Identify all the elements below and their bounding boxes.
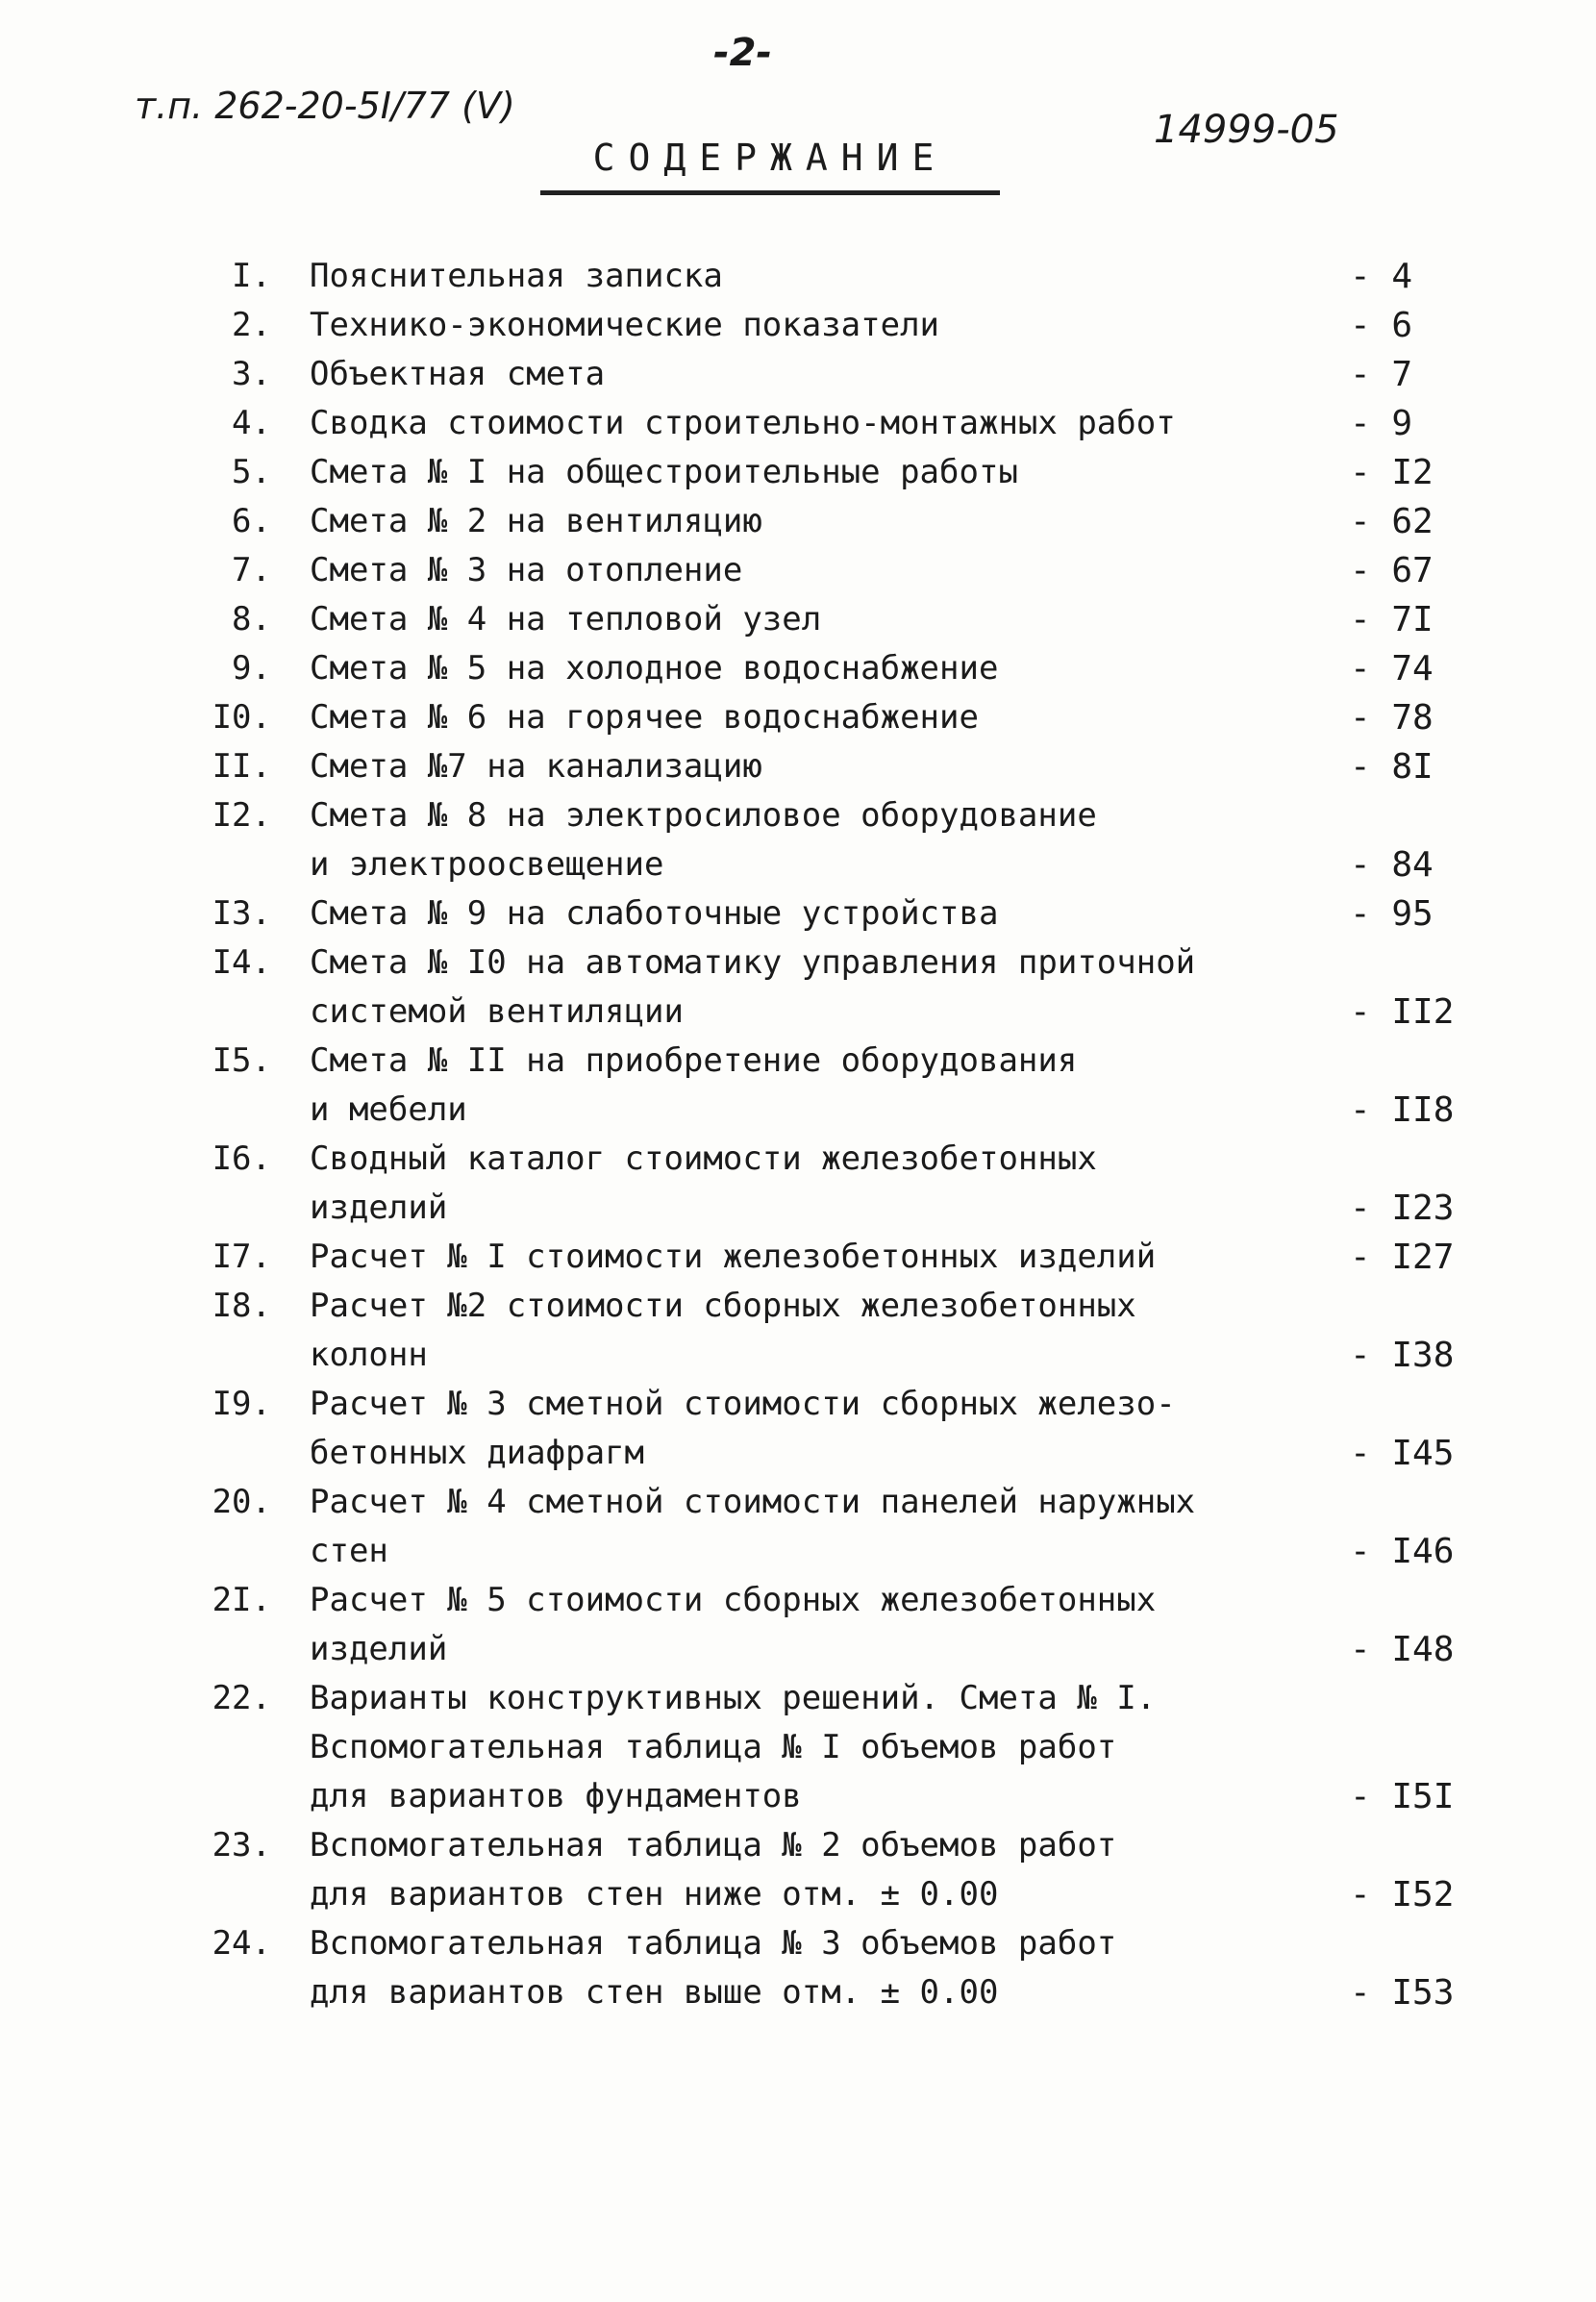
toc-entry-title [310,1919,1223,2017]
contents-heading: СОДЕРЖАНИЕ [540,137,1000,195]
toc-entry-page: - 9 [1350,404,1413,443]
toc-entry-number: 9. [232,649,271,688]
toc-entry-title-line: Смета № 6 на горячее водоснабжение [310,698,979,737]
toc-entry-title [310,350,1223,399]
toc-entry-number: I5. [212,1041,271,1080]
toc-entry-number: I8. [212,1287,271,1325]
toc-entry-title-line: системой вентиляции [310,992,684,1031]
toc-entry-title-line: Расчет № I стоимости железобетонных изделий [310,1238,1157,1276]
toc-entry-page: - I45 [1350,1434,1455,1473]
toc-entry-title [310,1576,1223,1674]
toc-entry-number: 7. [232,551,271,589]
toc-entry-title-line: Варианты конструктивных решений. Смета № I. [310,1679,1157,1717]
toc-entry-title-line: Расчет № 3 сметной стоимости сборных железо- [310,1385,1176,1423]
toc-entry-page: - 67 [1350,551,1434,590]
toc-entry-title [310,889,1223,938]
toc-entry-page: - I23 [1350,1189,1455,1228]
toc-entry-number: I2. [212,796,271,835]
toc-entry-number: 22. [212,1679,271,1717]
toc-entry-title [310,301,1223,350]
toc-entry-page: - 7I [1350,600,1434,639]
toc-entry-number: 5. [232,453,271,491]
toc-entry-title [310,791,1223,889]
toc-entry-number: 6. [232,502,271,540]
toc-entry-title [310,1037,1223,1135]
toc-entry-title [310,546,1223,595]
toc-entry-page: - I48 [1350,1630,1455,1669]
toc-entry-title-line: для вариантов стен ниже отм. ± 0.00 [310,1875,999,1914]
toc-entry-page: - 95 [1350,894,1434,934]
toc-entry-title-line: Смета № 5 на холодное водоснабжение [310,649,999,688]
toc-entry-page: - II2 [1350,992,1455,1032]
toc-entry-title-line: колонн [310,1336,428,1374]
toc-entry-title [310,1821,1223,1919]
toc-entry-page: - 4 [1350,257,1413,296]
toc-entry-title-line: Пояснительная записка [310,257,723,295]
toc-entry-title-line: Объектная смета [310,355,606,393]
toc-entry-number: 8. [232,600,271,638]
toc-entry-title-line: Смета № 4 на тепловой узел [310,600,822,638]
toc-entry-page: - I5I [1350,1777,1455,1816]
toc-entry-title [310,1478,1223,1576]
toc-entry-title-line: Вспомогательная таблица № 3 объемов работ [310,1924,1117,1963]
toc-entry-title-line: Сводный каталог стоимости железобетонных [310,1139,1097,1178]
toc-entry-page: - I53 [1350,1973,1455,2013]
document-code: т.п. 262-20-5I/77 (V) [135,85,515,127]
toc-entry-title [310,644,1223,693]
toc-entry-number: II. [212,747,271,786]
toc-entry-number: I4. [212,943,271,982]
toc-entry-title-line: Смета №7 на канализацию [310,747,762,786]
toc-entry-page: - 78 [1350,698,1434,738]
toc-entry-number: I7. [212,1238,271,1276]
toc-entry-number: 20. [212,1483,271,1521]
toc-entry-title [310,1380,1223,1478]
toc-entry-number: I6. [212,1139,271,1178]
toc-entry-title [310,1135,1223,1233]
toc-entry-title [310,938,1223,1037]
toc-entry-title-line: для вариантов стен выше отм. ± 0.00 [310,1973,999,2012]
toc-entry-title [310,1674,1223,1821]
archive-number: 14999-05 [1154,108,1339,152]
toc-entry-title-line: Смета № I на общестроительные работы [310,453,1018,491]
toc-entry-number: I9. [212,1385,271,1423]
toc-entry-number: 2. [232,306,271,344]
toc-entry-page: - 74 [1350,649,1434,688]
toc-entry-title-line: Смета № 8 на электросиловое оборудование [310,796,1097,835]
toc-entry-title-line: изделий [310,1630,448,1668]
toc-entry-page: - 7 [1350,355,1413,394]
toc-entry-title-line: Вспомогательная таблица № 2 объемов работ [310,1826,1117,1864]
toc-entry-title-line: Смета № I0 на автоматику управления приточной [310,943,1196,982]
toc-entry-number: I. [232,257,271,295]
toc-entry-number: I3. [212,894,271,933]
toc-entry-title-line: стен [310,1532,388,1570]
toc-entry-title [310,497,1223,546]
toc-entry-title-line: для вариантов фундаментов [310,1777,802,1815]
toc-entry-title-line: бетонных диафрагм [310,1434,644,1472]
toc-entry-title-line: Технико-экономические показатели [310,306,940,344]
toc-entry-page: - 62 [1350,502,1434,541]
toc-entry-page: - I2 [1350,453,1434,492]
toc-entry-title-line: и мебели [310,1090,467,1129]
toc-entry-page: - 84 [1350,845,1434,885]
toc-entry-title-line: Смета № 9 на слаботочные устройства [310,894,999,933]
toc-entry-title-line: Расчет №2 стоимости сборных железобетонных [310,1287,1136,1325]
toc-entry-title-line: Сводка стоимости строительно-монтажных работ [310,404,1176,442]
toc-entry-page: - I38 [1350,1336,1455,1375]
toc-entry-title-line: Смета № 3 на отопление [310,551,743,589]
toc-entry-title-line: Смета № 2 на вентиляцию [310,502,762,540]
toc-entry-number: 23. [212,1826,271,1864]
toc-entry-title-line: и электроосвещение [310,845,664,884]
toc-entry-page: - 6 [1350,306,1413,345]
toc-entry-number: 2I. [212,1581,271,1619]
toc-entry-title [310,1233,1223,1282]
toc-entry-number: 24. [212,1924,271,1963]
toc-entry-title [310,693,1223,742]
toc-entry-number: 4. [232,404,271,442]
toc-entry-page: - 8I [1350,747,1434,787]
toc-entry-title-line: изделий [310,1189,448,1227]
toc-entry-title [310,448,1223,497]
toc-entry-title-line: Смета № II на приобретение оборудования [310,1041,1078,1080]
toc-entry-title-line: Вспомогательная таблица № I объемов работ [310,1728,1117,1766]
toc-entry-title-line: Расчет № 5 стоимости сборных железобетонных [310,1581,1157,1619]
toc-entry-number: 3. [232,355,271,393]
toc-entry-page: - II8 [1350,1090,1455,1130]
page-number: -2- [713,31,773,75]
toc-entry-page: - I46 [1350,1532,1455,1571]
toc-entry-title [310,399,1223,448]
toc-entry-title [310,595,1223,644]
toc-entry-page: - I27 [1350,1238,1455,1277]
toc-entry-title-line: Расчет № 4 сметной стоимости панелей наружных [310,1483,1196,1521]
toc-entry-title [310,1282,1223,1380]
toc-entry-number: I0. [212,698,271,737]
toc-entry-title [310,252,1223,301]
toc-entry-page: - I52 [1350,1875,1455,1914]
toc-entry-title [310,742,1223,791]
